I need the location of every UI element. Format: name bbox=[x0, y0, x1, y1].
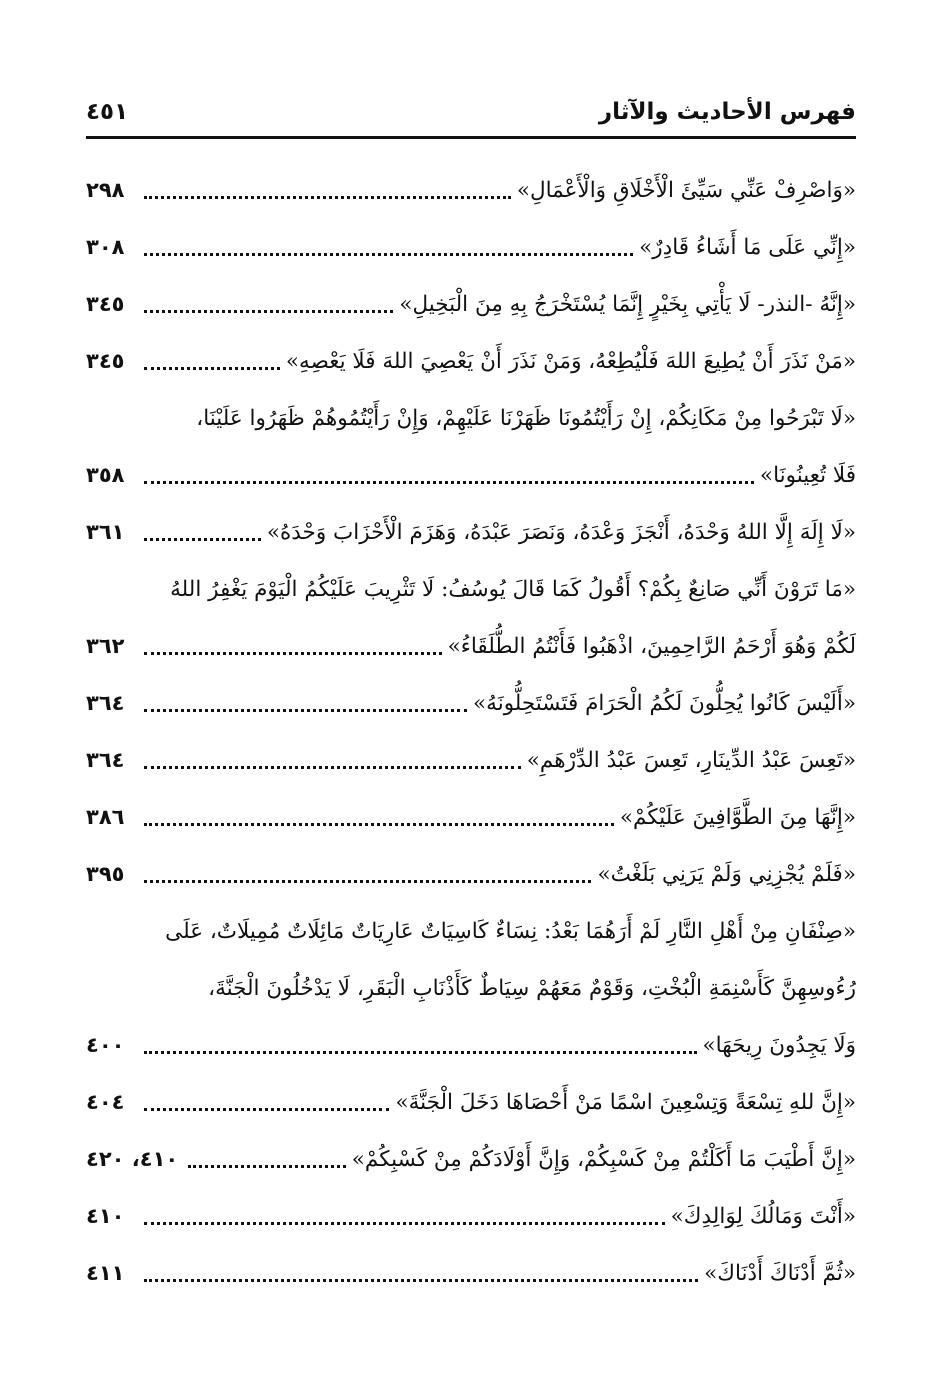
hadith-text: «أَلَيْسَ كَانُوا يُحِلُّونَ لَكُمُ الْحَرَامَ فَتَسْتَحِلُّونَهُ» bbox=[473, 690, 856, 716]
hadith-text: «إِنَّهُ -النذر- لَا يَأْتِي بِخَيْرٍ إِنَّمَا يُسْتَخْرَجُ بِهِ مِنَ الْبَخِيلِ» bbox=[399, 291, 856, 317]
index-entry bbox=[86, 162, 856, 218]
index-entry bbox=[86, 789, 856, 845]
index-entry bbox=[86, 1188, 856, 1244]
entry-page-ref: ٤٠٤ bbox=[86, 1090, 125, 1114]
index-entry bbox=[86, 1131, 856, 1187]
hadith-text: «إِنَّهَا مِنَ الطَّوَّافِينَ عَلَيْكُمْ» bbox=[619, 804, 856, 830]
dot-leader bbox=[144, 880, 591, 883]
dot-leader bbox=[144, 196, 511, 199]
dot-leader bbox=[144, 1222, 665, 1225]
entry-page-ref: ٤١٠، ٤٢٠ bbox=[86, 1147, 179, 1171]
hadith-text: «لَا إِلَهَ إِلَّا اللهُ وَحْدَهُ، أَنْجَزَ وَعْدَهُ، وَنَصَرَ عَبْدَهُ، وَهَزَمَ الْأَحْزَابَ وَحْدَهُ» bbox=[266, 519, 856, 545]
hadith-text: «مَنْ نَذَرَ أَنْ يُطِيعَ اللهَ فَلْيُطِعْهُ، وَمَنْ نَذَرَ أَنْ يَعْصِيَ اللهَ فَلَا يَعْصِهِ» bbox=[285, 348, 856, 374]
entry-page-ref: ٣٥٨ bbox=[86, 463, 125, 487]
dot-leader bbox=[144, 253, 633, 256]
dot-leader bbox=[144, 367, 280, 370]
index-entry bbox=[86, 504, 856, 560]
hadith-index-list bbox=[86, 162, 856, 1302]
entry-page-ref: ٣٩٥ bbox=[86, 862, 125, 886]
entry-page-ref: ٣٦٤ bbox=[86, 748, 125, 772]
entry-page-ref: ٤١١ bbox=[86, 1261, 125, 1285]
dot-leader bbox=[144, 766, 521, 769]
hadith-text: «صِنْفَانِ مِنْ أَهْلِ النَّارِ لَمْ أَرَهُمَا بَعْدُ: نِسَاءٌ كَاسِيَاتٌ عَارِيَاتٌ مَائِلَاتٌ مُمِيلَاتٌ، عَلَى bbox=[165, 918, 856, 944]
dot-leader bbox=[188, 1165, 346, 1168]
entry-page-ref: ٣٦٢ bbox=[86, 634, 125, 658]
hadith-text: «أَنْتَ وَمَالُكَ لِوَالِدِكَ» bbox=[670, 1203, 856, 1229]
hadith-text: رُءُوسِهِنَّ كَأَسْنِمَةِ الْبُخْتِ، وَقَوْمٌ مَعَهُمْ سِيَاطٌ كَأَذْنَابِ الْبَقَرِ، لَا يَدْخُلُونَ الْجَنَّةَ، bbox=[208, 975, 856, 1001]
section-title: فهرس الأحاديث والآثار bbox=[598, 99, 856, 125]
index-entry bbox=[86, 732, 856, 788]
dot-leader bbox=[144, 823, 614, 826]
dot-leader bbox=[144, 1108, 389, 1111]
hadith-text: «تَعِسَ عَبْدُ الدِّينَارِ، تَعِسَ عَبْدُ الدِّرْهَمِ» bbox=[526, 747, 856, 773]
hadith-text: لَكُمْ وَهُوَ أَرْحَمُ الرَّاحِمِينَ، اذْهَبُوا فَأَنْتُمُ الطُّلَقَاءُ» bbox=[447, 633, 856, 659]
hadith-text: «وَاصْرِفْ عَنِّي سَيِّئَ الْأَخْلَاقِ وَالْأَعْمَالِ» bbox=[516, 177, 856, 203]
hadith-text: «إِنِّي عَلَى مَا أَشَاءُ قَادِرٌ» bbox=[639, 234, 856, 260]
entry-page-ref: ٤١٠ bbox=[86, 1204, 125, 1228]
entry-page-ref: ٣٨٦ bbox=[86, 805, 125, 829]
hadith-text: «لَا تَبْرَحُوا مِنْ مَكَانِكُمْ، إِنْ رَأَيْتُمُونَا ظَهَرْنَا عَلَيْهِمْ، وَإِنْ رَأَيْتُمُوهُمْ ظَهَرُوا عَلَيْنَا، bbox=[196, 405, 856, 431]
dot-leader bbox=[144, 709, 467, 712]
index-entry bbox=[86, 675, 856, 731]
index-entry-continued bbox=[86, 903, 856, 959]
dot-leader bbox=[144, 481, 754, 484]
index-entry bbox=[86, 276, 856, 332]
index-entry bbox=[86, 1017, 856, 1073]
hadith-text: «فَلَمْ يُجْزِنِي وَلَمْ يَرَنِي بَلَغْتُ» bbox=[597, 861, 856, 887]
index-entry bbox=[86, 447, 856, 503]
hadith-text: «مَا تَرَوْنَ أَنِّي صَانِعٌ بِكُمْ؟ أَقُولُ كَمَا قَالَ يُوسُفُ: لَا تَثْرِيبَ عَلَيْكُمُ الْيَوْمَ يَغْفِرُ اللهُ bbox=[170, 576, 856, 602]
page-header bbox=[86, 92, 856, 139]
entry-page-ref: ٣٦٤ bbox=[86, 691, 125, 715]
hadith-text: فَلَا تُعِينُونَا» bbox=[759, 462, 856, 488]
dot-leader bbox=[144, 1279, 698, 1282]
page-number: ٤٥١ bbox=[86, 99, 129, 125]
dot-leader bbox=[144, 310, 393, 313]
index-entry-continued bbox=[86, 960, 856, 1016]
hadith-text: «إِنَّ أَطْيَبَ مَا أَكَلْتُمْ مِنْ كَسْبِكُمْ، وَإِنَّ أَوْلَادَكُمْ مِنْ كَسْبِكُمْ» bbox=[351, 1146, 856, 1172]
hadith-text: «ثُمَّ أَدْنَاكَ أَدْنَاكَ» bbox=[704, 1260, 856, 1286]
entry-page-ref: ٤٠٠ bbox=[86, 1033, 125, 1057]
hadith-text: «إِنَّ للهِ تِسْعَةً وَتِسْعِينَ اسْمًا مَنْ أَحْصَاهَا دَخَلَ الْجَنَّةَ» bbox=[395, 1089, 856, 1115]
entry-page-ref: ٣٤٥ bbox=[86, 349, 125, 373]
entry-page-ref: ٣٦١ bbox=[86, 520, 125, 544]
entry-page-ref: ٣٤٥ bbox=[86, 292, 125, 316]
index-entry bbox=[86, 1245, 856, 1301]
dot-leader bbox=[144, 1051, 697, 1054]
dot-leader bbox=[144, 652, 442, 655]
dot-leader bbox=[144, 538, 261, 541]
index-entry bbox=[86, 333, 856, 389]
entry-page-ref: ٢٩٨ bbox=[86, 178, 125, 202]
hadith-text: وَلَا يَجِدُونَ رِيحَهَا» bbox=[702, 1032, 856, 1058]
index-entry-continued bbox=[86, 561, 856, 617]
index-entry-continued bbox=[86, 390, 856, 446]
index-entry bbox=[86, 618, 856, 674]
index-entry bbox=[86, 219, 856, 275]
index-entry bbox=[86, 846, 856, 902]
entry-page-ref: ٣٠٨ bbox=[86, 235, 125, 259]
index-entry bbox=[86, 1074, 856, 1130]
